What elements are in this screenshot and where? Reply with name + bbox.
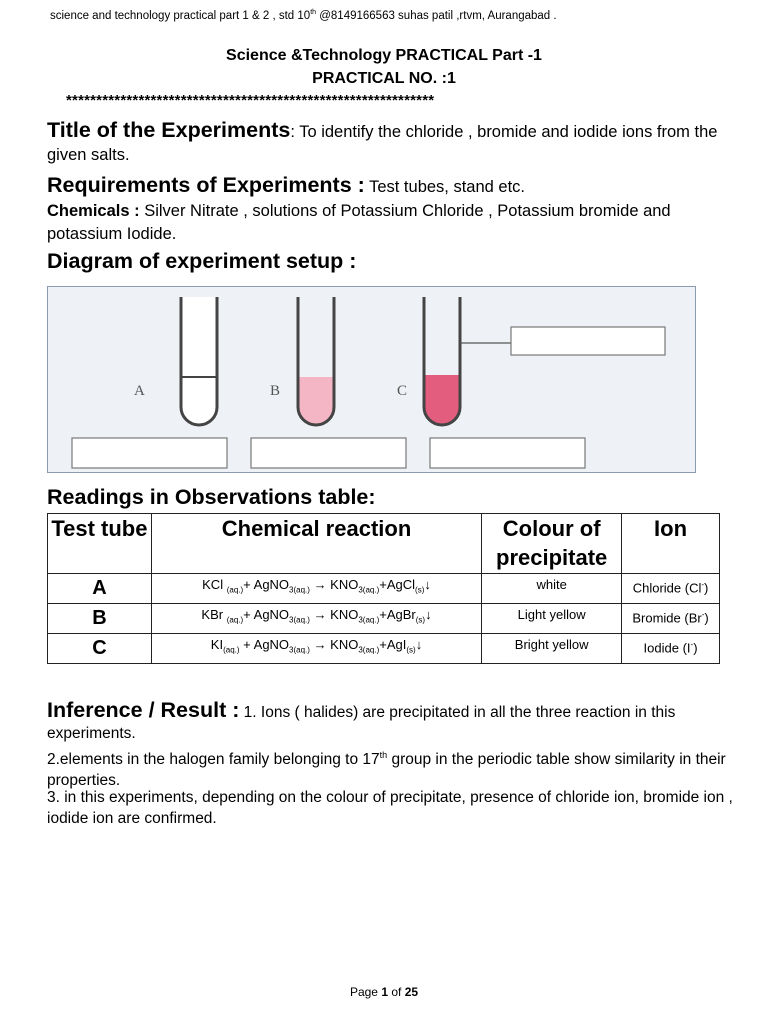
footer-page-word: Page: [349, 985, 382, 999]
colour-cell: Bright yellow: [482, 634, 622, 664]
product: +AgCl: [379, 577, 416, 592]
header-test-tube: Test tube: [48, 514, 152, 574]
state: (aq.): [226, 585, 244, 595]
footer-of-word: of: [388, 985, 405, 999]
tube-a-label: A: [134, 383, 145, 399]
point-2-rest: group in the periodic table show similarity in their properties.: [47, 751, 726, 790]
blank-label-box-a: [72, 438, 227, 468]
inference-section: [47, 697, 737, 744]
state: (s): [415, 585, 425, 595]
page-header: [50, 9, 557, 22]
chemicals-label: Chemicals :: [47, 202, 140, 220]
header-text: science and technology practical part 1 & 2 , std 10: [50, 9, 311, 22]
reactant: KCl: [202, 577, 227, 592]
state: 3(aq.): [358, 645, 380, 655]
test-tubes-figure: [48, 287, 694, 471]
title-text: To identify the chloride , bromide and iodide ions from the given salts.: [47, 123, 718, 164]
ion-close: ): [693, 640, 698, 656]
tube-a-glass: [181, 297, 217, 425]
header-ion: Ion: [622, 514, 720, 574]
tube-cell: A: [48, 574, 152, 604]
diagram-heading: [47, 250, 737, 275]
product: → KNO: [309, 637, 359, 652]
ion-name: Bromide (Br: [632, 610, 702, 626]
reaction-cell: [151, 574, 481, 604]
ion-cell: [622, 574, 720, 604]
ion-charge: -: [690, 640, 694, 649]
table-row: [48, 604, 720, 634]
state: 3(aq.): [358, 585, 380, 595]
header-sup: th: [310, 9, 317, 16]
inference-point-1: 1. Ions ( halides) are precipitated in all the three reaction in this experiments.: [47, 704, 676, 742]
reactant: + AgNO: [239, 637, 290, 652]
colour-cell: white: [482, 574, 622, 604]
ion-cell: [622, 634, 720, 664]
requirements-label: Requirements of Experiments :: [47, 173, 365, 197]
blank-label-box-top: [511, 327, 665, 355]
chemicals: [47, 200, 737, 246]
ion-cell: [622, 604, 720, 634]
state: (aq.): [226, 615, 244, 625]
requirements-text: Test tubes, stand etc.: [364, 178, 526, 196]
state: 3(aq.): [289, 615, 310, 625]
experiment-diagram: [47, 286, 696, 473]
inference-point-2: [47, 745, 737, 791]
product: +AgI: [379, 637, 407, 652]
header-contact: @8149166563 suhas patil ,rtvm, Aurangabad .: [316, 9, 557, 22]
ion-name: Iodide (I: [643, 640, 691, 656]
state: (s): [406, 645, 416, 655]
tube-cell: B: [48, 604, 152, 634]
experiment-title: [47, 119, 737, 167]
ion-charge: -: [701, 610, 705, 619]
readings-heading: [47, 486, 737, 511]
tube-cell: C: [48, 634, 152, 664]
state: (aq.): [223, 645, 240, 655]
product: +AgBr: [379, 607, 416, 622]
state: (s): [415, 615, 426, 625]
ion-close: ): [704, 580, 709, 596]
product: → KNO: [309, 577, 359, 592]
precipitate-arrow: ↓: [425, 607, 432, 622]
test-tube-c: [424, 297, 460, 425]
requirements: [47, 174, 737, 199]
ion-name: Chloride (Cl: [632, 580, 702, 596]
reactant: KI: [210, 637, 224, 652]
reactant: + AgNO: [243, 607, 290, 622]
inference-label: Inference / Result :: [47, 698, 240, 722]
title-label: Title of the Experiments: [47, 118, 291, 142]
page-footer: [0, 985, 768, 999]
readings-label: Readings in Observations table:: [47, 485, 376, 509]
product: → KNO: [309, 607, 359, 622]
blank-label-box-c: [430, 438, 585, 468]
precipitate-arrow: ↓: [415, 637, 423, 652]
point-2-text: 2.elements in the halogen family belonging to 17: [47, 751, 380, 769]
header-colour: Colour of precipitate: [482, 514, 622, 574]
observation-table: [47, 513, 720, 664]
point-2-sup: th: [379, 750, 388, 760]
title-colon: :: [290, 123, 295, 141]
diagram-label: Diagram of experiment setup :: [47, 249, 357, 273]
precipitate-arrow: ↓: [424, 577, 431, 592]
star-divider: *************************************************************: [66, 92, 435, 109]
table-row: [48, 574, 720, 604]
tube-b-label: B: [270, 383, 281, 399]
tube-c-liquid: [424, 375, 460, 425]
state: 3(aq.): [358, 615, 380, 625]
inference-point-3: 3. in this experiments, depending on the colour of precipitate, presence of chloride ion, bromide ion , iodide ion are confirmed.: [47, 789, 733, 827]
ion-charge: -: [701, 580, 705, 589]
practical-number: PRACTICAL NO. :1: [312, 70, 456, 87]
test-tube-b: [298, 297, 334, 425]
table-row: [48, 634, 720, 664]
chemicals-text: Silver Nitrate , solutions of Potassium Chloride , Potassium bromide and potassium Iodide.: [47, 202, 671, 243]
reaction-cell: [151, 634, 481, 664]
header-chemical-reaction: Chemical reaction: [151, 514, 481, 574]
state: 3(aq.): [289, 585, 310, 595]
footer-total-pages: 25: [404, 985, 419, 999]
tube-c-label: C: [397, 383, 408, 399]
practical-title: Science &Technology PRACTICAL Part -1: [226, 47, 542, 64]
ion-close: ): [704, 610, 709, 626]
reactant: KBr: [201, 607, 227, 622]
colour-cell: Light yellow: [482, 604, 622, 634]
state: 3(aq.): [289, 645, 310, 655]
table-header-row: [48, 514, 720, 574]
footer-current-page: 1: [381, 985, 388, 999]
test-tube-a: [181, 297, 217, 425]
reactant: + AgNO: [243, 577, 290, 592]
blank-label-box-b: [251, 438, 406, 468]
reaction-cell: [151, 604, 481, 634]
